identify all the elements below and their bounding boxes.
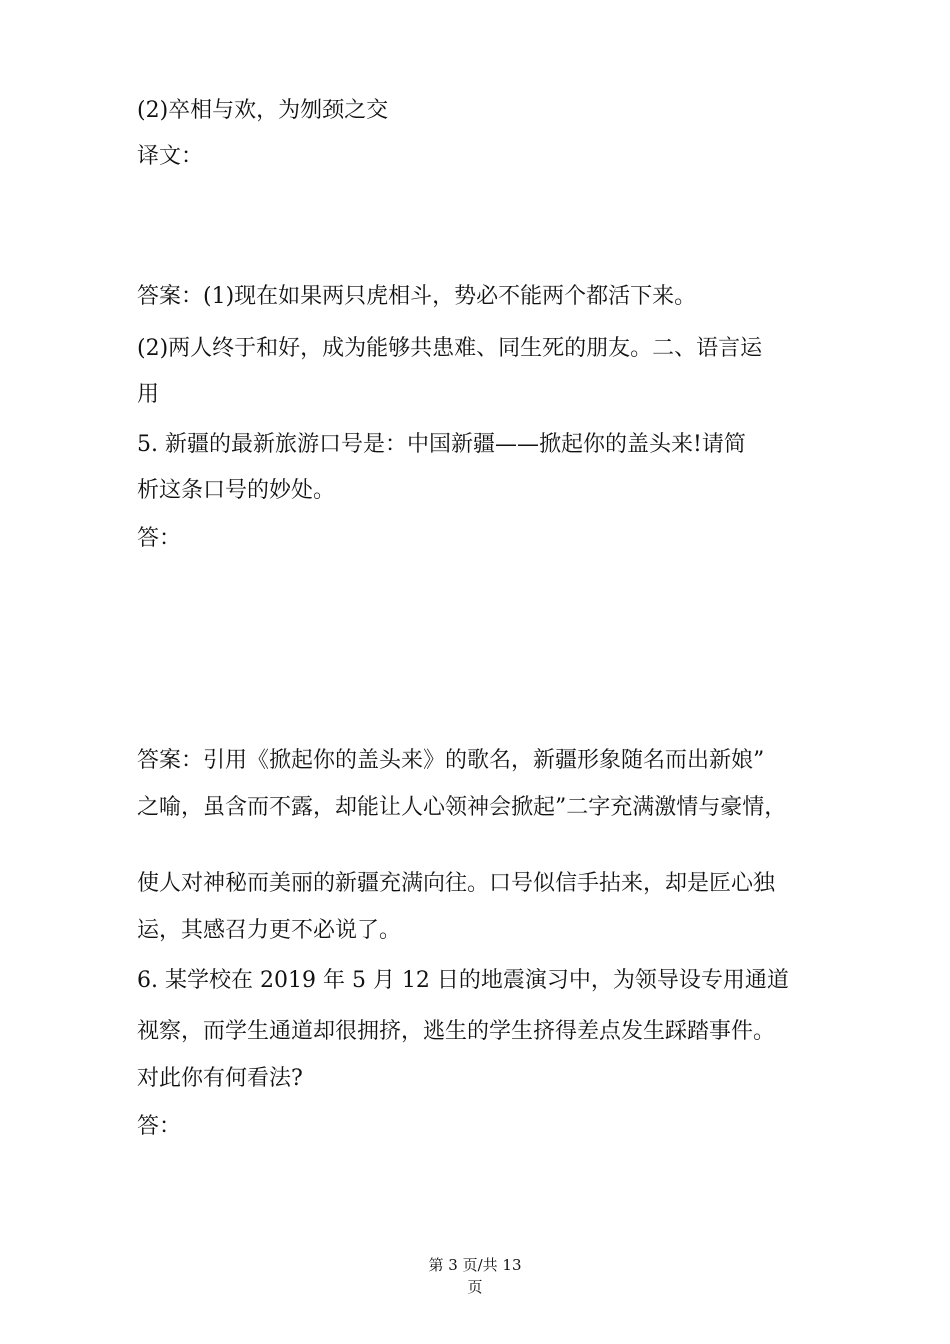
q6-question-line-3: 对此你有何看法? — [137, 1066, 303, 1091]
q4-answer-line-1: 答案：(1)现在如果两只虎相斗，势必不能两个都活下来。 — [137, 284, 697, 309]
q4-translation-label: 译文： — [137, 144, 204, 169]
q5-question-line-2: 析这条口号的妙处。 — [137, 478, 336, 503]
q4-part2-sentence: (2)卒相与欢，为刎颈之交 — [137, 98, 389, 123]
q5-answer-line-4: 运，其感召力更不必说了。 — [137, 918, 402, 943]
q5-answer-line-2: 之喻，虽含而不露，却能让人心领神会掀起”二字充满激情与豪情， — [137, 795, 787, 820]
q5-question-line-1: 5. 新疆的最新旅游口号是：中国新疆——掀起你的盖头来!请简 — [137, 432, 746, 457]
q5-answer-line-3: 使人对神秘而美丽的新疆充满向往。口号似信手拈来，却是匠心独 — [137, 871, 776, 896]
page-number-line-2: 页 — [467, 1278, 483, 1296]
page-number-line-1: 第 3 页/共 13 — [428, 1256, 522, 1274]
q5-answer-line-1: 答案：引用《掀起你的盖头来》的歌名，新疆形象随名而出新娘” — [137, 748, 765, 773]
q6-question-line-2: 视察，而学生通道却很拥挤，逃生的学生挤得差点发生踩踏事件。 — [137, 1019, 776, 1044]
q6-question-line-1: 6. 某学校在 2019 年 5 月 12 日的地震演习中，为领导设专用通道 — [137, 968, 789, 993]
q4-answer-line-3: 用 — [137, 382, 160, 407]
q6-answer-label: 答： — [137, 1114, 182, 1139]
q5-answer-label: 答： — [137, 526, 182, 551]
q4-answer-line-2: (2)两人终于和好，成为能够共患难、同生死的朋友。二、语言运 — [137, 336, 763, 361]
